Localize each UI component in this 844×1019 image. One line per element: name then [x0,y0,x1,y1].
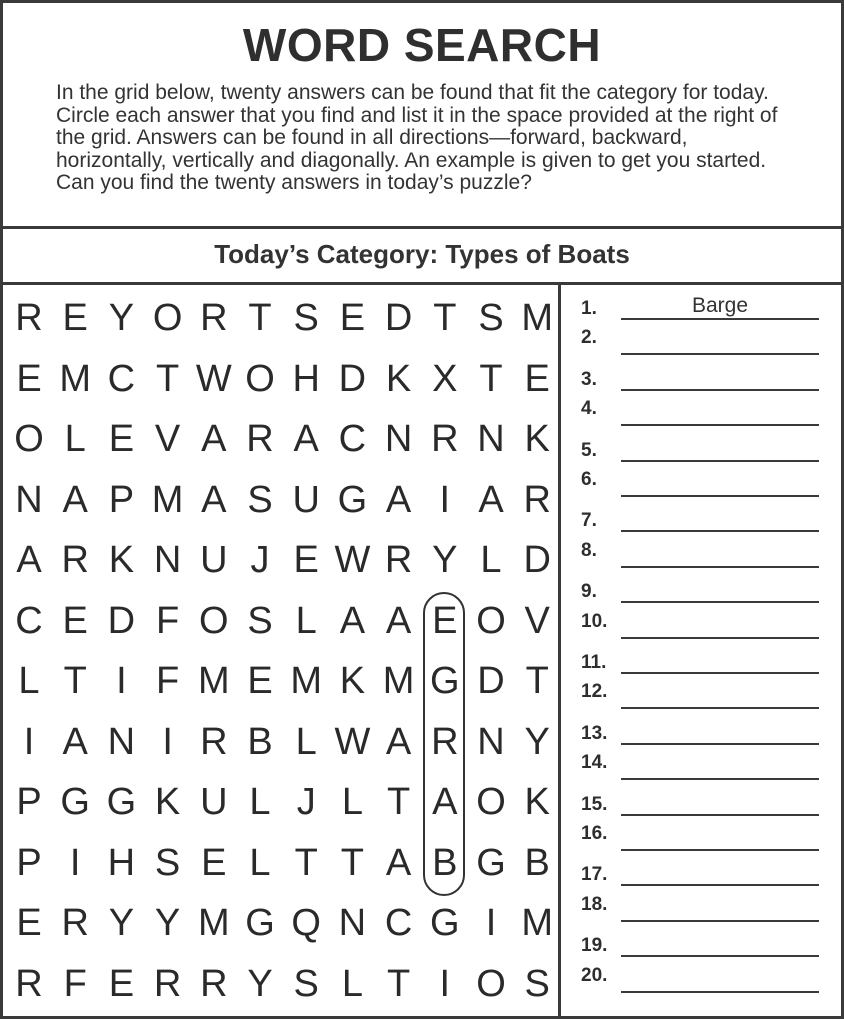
grid-letter[interactable]: S [478,297,504,339]
grid-letter[interactable]: F [155,660,180,702]
grid-letter[interactable]: I [439,962,451,1005]
answer-number: 3. [581,368,597,390]
answer-row [561,540,844,570]
grid-letter[interactable]: R [431,720,459,763]
grid-letter[interactable]: R [523,478,551,521]
grid-letter[interactable]: E [339,297,366,339]
grid-letter[interactable]: J [296,781,316,823]
grid-letter[interactable]: G [430,902,460,944]
grid-letter[interactable]: F [63,962,87,1005]
answer-field[interactable] [621,540,819,568]
answer-row [561,611,844,641]
grid-letter[interactable]: M [197,660,230,702]
divider-header [0,226,844,229]
answer-number: 10. [581,610,608,632]
grid-letter[interactable]: G [60,781,90,823]
answer-field[interactable] [621,575,819,603]
answer-number: 12. [581,681,608,703]
grid-letter[interactable]: O [199,599,229,642]
grid-letter[interactable]: G [476,841,506,884]
grid-letter[interactable]: W [334,720,371,763]
answer-number: 14. [581,752,608,774]
answer-row [561,788,844,818]
answer-row [561,292,844,322]
answer-field[interactable] [621,823,819,851]
grid-letter[interactable]: I [116,660,127,702]
grid-letter[interactable]: A [293,418,319,460]
grid-letter[interactable]: R [61,539,89,581]
grid-letter[interactable]: K [339,660,366,702]
grid-letter[interactable]: R [246,418,274,460]
answer-row [561,363,844,393]
grid-letter[interactable]: L [341,962,363,1005]
grid-letter[interactable]: H [107,841,136,884]
grid-letter[interactable]: N [107,720,136,763]
grid-letter[interactable]: D [107,599,136,642]
grid-letter[interactable]: S [154,841,181,884]
answer-number: 17. [581,864,608,886]
grid-letter[interactable]: S [247,599,273,642]
answer-field[interactable] [621,398,819,426]
grid-letter[interactable]: S [247,478,273,521]
grid-letter[interactable]: E [524,357,550,400]
grid-letter[interactable]: M [382,660,415,702]
divider-category [0,282,844,285]
category-heading: Today’s Category: Types of Boats [214,239,630,269]
grid-letter[interactable]: O [476,781,506,823]
grid-letter[interactable]: Q [291,902,321,944]
grid-letter[interactable]: M [521,297,554,339]
answer-field[interactable] [621,965,819,993]
grid-letter[interactable]: W [195,357,232,400]
grid-letter[interactable]: E [293,539,319,581]
answer-field[interactable] [621,363,819,391]
grid-letter[interactable]: L [18,660,40,702]
answer-number: 13. [581,722,608,744]
grid-letter[interactable]: C [384,902,413,944]
answer-field[interactable] [621,894,819,922]
instructions-text: In the grid below, twenty answers can be found that fit the category for today. Circle each answer that you find and list it in the space provided at the right of the grid. Answers can be found in all directions—forward, backward, horizontally, vertically and diagonally. An example is given to get you started. Can you find the twenty answers in today’s puzzle? [56,81,778,194]
grid-letter[interactable]: T [340,841,364,884]
answer-number: 9. [581,581,597,603]
grid-letter[interactable]: E [108,962,135,1005]
grid-letter[interactable]: A [339,599,366,642]
grid-letter[interactable]: L [64,418,86,460]
grid-letter[interactable]: M [151,478,184,521]
grid-letter[interactable]: T [248,297,272,339]
grid-letter[interactable]: M [521,902,554,944]
grid-letter[interactable]: T [525,660,549,702]
answer-field[interactable] [621,717,819,745]
answer-number: 11. [581,652,607,673]
grid-letter[interactable]: F [155,599,180,642]
grid-letter[interactable]: D [523,539,551,581]
grid-letter[interactable]: P [16,841,42,884]
grid-letter[interactable]: R [15,962,43,1005]
grid-letter[interactable]: I [69,841,81,884]
answer-field[interactable] [621,788,819,816]
grid-letter[interactable]: R [15,297,43,339]
grid-letter[interactable]: Y [524,720,550,763]
grid-letter[interactable]: O [476,962,506,1005]
grid-letter[interactable]: E [247,660,273,702]
answer-row [561,717,844,747]
answer-field[interactable] [621,858,819,886]
grid-letter[interactable]: G [337,478,368,521]
answer-number: 7. [581,510,597,532]
answer-row [561,469,844,499]
grid-letter[interactable]: G [245,902,275,944]
grid-letter[interactable]: I [485,902,497,944]
grid-letter[interactable]: K [524,418,550,460]
grid-letter[interactable]: G [106,781,137,823]
grid-letter[interactable]: Y [247,962,273,1005]
grid-letter[interactable]: S [524,962,550,1005]
grid-letter[interactable]: B [247,720,273,763]
answer-number: 6. [581,469,597,490]
grid-letter[interactable]: O [476,599,506,642]
grid-letter[interactable]: A [385,720,412,763]
answer-row [561,965,844,995]
answer-row [561,929,844,959]
grid-letter[interactable]: R [153,962,182,1005]
grid-letter[interactable]: E [62,599,88,642]
grid-letter[interactable]: C [107,357,136,400]
answer-row [561,894,844,924]
grid-letter[interactable]: A [478,478,504,521]
answer-field[interactable] [621,469,819,497]
answer-field[interactable] [621,646,819,674]
grid-letter[interactable]: R [384,539,413,581]
grid-letter[interactable]: U [200,781,228,823]
grid-letter[interactable]: N [15,478,43,521]
grid-letter[interactable]: K [154,781,181,823]
grid-letter[interactable]: T [155,357,180,400]
answer-list [561,288,844,1014]
grid-letter[interactable]: E [201,841,227,884]
puzzle-header [0,0,844,228]
grid-letter[interactable]: A [385,841,412,884]
answer-field[interactable] [621,292,819,320]
grid-letter[interactable]: E [108,418,135,460]
grid-letter[interactable]: E [16,357,42,400]
grid-letter[interactable]: T [294,841,318,884]
answer-row [561,823,844,853]
grid-letter[interactable]: Y [108,902,135,944]
grid-letter[interactable]: K [108,539,135,581]
answer-field[interactable] [621,504,819,532]
grid-letter[interactable]: E [432,599,458,642]
answer-number: 16. [581,823,608,844]
grid-letter[interactable]: V [154,418,181,460]
grid-letter[interactable]: L [480,539,502,581]
grid-letter[interactable]: L [249,781,271,823]
answer-row [561,327,844,357]
grid-letter[interactable]: K [524,781,550,823]
grid-letter[interactable]: C [15,599,43,642]
grid-letter[interactable]: D [477,660,505,702]
grid-letter[interactable]: T [433,297,457,339]
grid-letter[interactable]: O [152,297,183,339]
grid-letter[interactable]: R [200,297,228,339]
grid-letter[interactable]: R [200,720,228,763]
answer-number: 2. [581,327,597,349]
answer-number: 5. [581,439,597,461]
grid-letter[interactable]: B [524,841,550,884]
answer-value: Barge [691,294,749,317]
grid-letter[interactable]: E [62,297,88,339]
grid-letter[interactable]: L [295,720,317,763]
grid-letter[interactable]: N [153,539,182,581]
grid-letter[interactable]: A [385,478,412,521]
grid-letter[interactable]: D [338,357,367,400]
answer-number: 15. [581,793,608,815]
grid-letter[interactable]: R [431,418,459,460]
answer-row [561,504,844,534]
grid-letter[interactable]: W [334,539,371,581]
grid-letter[interactable]: E [16,902,42,944]
grid-letter[interactable]: R [61,902,89,944]
grid-letter[interactable]: M [290,660,323,702]
answer-row [561,575,844,605]
grid-letter[interactable]: U [292,478,320,521]
answer-row [561,646,844,676]
answer-field[interactable] [621,327,819,355]
answer-field[interactable] [621,611,819,639]
grid-letter[interactable]: D [384,297,413,339]
grid-letter[interactable]: N [477,720,505,763]
grid-letter[interactable]: M [59,357,92,400]
grid-letter[interactable]: C [338,418,367,460]
grid-letter[interactable]: A [201,418,227,460]
grid-letter[interactable]: B [432,841,458,884]
grid-letter[interactable]: A [62,478,88,521]
grid-letter[interactable]: R [200,962,228,1005]
answer-row [561,858,844,888]
grid-letter[interactable]: L [249,841,271,884]
answer-field[interactable] [621,681,819,709]
grid-letter[interactable]: P [16,781,42,823]
grid-letter[interactable]: A [385,599,412,642]
answer-row [561,434,844,464]
answer-number: 8. [581,539,597,561]
grid-letter[interactable]: S [293,962,319,1005]
grid-letter[interactable]: T [386,781,411,823]
grid-letter[interactable]: T [63,660,87,702]
answer-number: 20. [581,964,608,986]
answer-row [561,398,844,428]
grid-letter[interactable]: N [384,418,413,460]
page-title: WORD SEARCH [242,19,602,71]
grid-letter[interactable]: A [62,720,88,763]
grid-letter[interactable]: P [108,478,135,521]
grid-letter[interactable]: T [386,962,411,1005]
answer-field[interactable] [621,752,819,780]
grid-letter[interactable]: L [295,599,317,642]
answer-number: 1. [581,298,597,319]
grid-letter[interactable]: O [14,418,44,460]
grid-letter[interactable]: A [201,478,227,521]
grid-letter[interactable]: S [293,297,319,339]
answer-number: 18. [581,893,608,915]
grid-letter[interactable]: V [524,599,550,642]
grid-letter[interactable]: A [16,539,42,581]
grid-letter[interactable]: J [250,539,270,581]
grid-letter[interactable]: I [162,720,173,763]
letter-grid [6,288,556,1014]
grid-letter[interactable]: U [200,539,228,581]
grid-letter[interactable]: Y [154,902,181,944]
grid-letter[interactable]: Y [432,539,458,581]
grid-letter[interactable]: N [338,902,367,944]
grid-letter[interactable]: L [341,781,363,823]
answer-field[interactable] [621,434,819,462]
answer-row [561,681,844,711]
answer-row [561,752,844,782]
grid-letter[interactable]: T [479,357,503,400]
grid-letter[interactable]: H [292,357,320,400]
answer-field[interactable] [621,929,819,957]
grid-letter[interactable]: O [245,357,275,400]
grid-letter[interactable]: K [385,357,412,400]
answer-number: 4. [581,398,597,420]
answer-number: 19. [581,935,608,957]
grid-letter[interactable]: G [430,660,460,702]
grid-letter[interactable]: X [432,357,458,400]
grid-letter[interactable]: Y [108,297,135,339]
grid-letter[interactable]: I [23,720,35,763]
grid-letter[interactable]: N [477,418,505,460]
example-answer-circle [423,592,465,896]
grid-letter[interactable]: A [432,781,458,823]
grid-letter[interactable]: I [439,478,451,521]
grid-letter[interactable]: M [197,902,230,944]
